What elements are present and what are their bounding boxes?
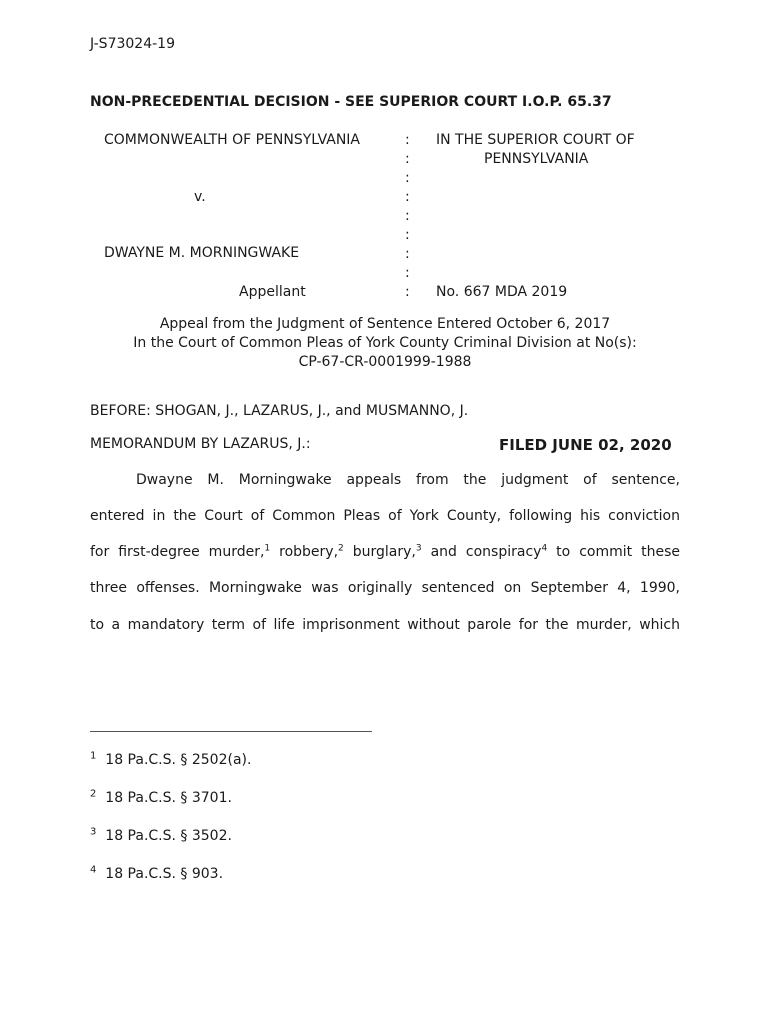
footnote-number: 4 bbox=[90, 864, 97, 876]
body-line-2: entered in the Court of Common Pleas of York County, following his conviction bbox=[90, 508, 680, 524]
body-text: robbery, bbox=[270, 544, 339, 560]
footnote-ref[interactable]: 1 bbox=[264, 543, 271, 554]
body-line-4: three offenses. Morningwake was originally sentenced on September 4, 1990, bbox=[90, 580, 680, 596]
caption-colon: : bbox=[405, 208, 410, 224]
caption-defendant: DWAYNE M. MORNINGWAKE bbox=[104, 245, 300, 261]
caption-colon: : bbox=[405, 189, 410, 205]
footnote-text: 18 Pa.C.S. § 2502(a). bbox=[105, 752, 252, 768]
footnote-text: 18 Pa.C.S. § 3701. bbox=[105, 790, 232, 806]
caption-colon: : bbox=[405, 227, 410, 243]
footnote-number: 1 bbox=[90, 750, 97, 762]
appeal-line-2: In the Court of Common Pleas of York County Criminal Division at No(s): bbox=[133, 335, 637, 351]
appeal-line-1: Appeal from the Judgment of Sentence Entered October 6, 2017 bbox=[159, 316, 611, 332]
caption-colon: : bbox=[405, 284, 410, 300]
caption-court-line1: IN THE SUPERIOR COURT OF bbox=[436, 132, 635, 148]
caption-colon: : bbox=[405, 132, 410, 148]
footnote-divider bbox=[90, 731, 372, 732]
body-text: to commit these bbox=[547, 544, 680, 560]
memorandum-author: MEMORANDUM BY LAZARUS, J.: bbox=[90, 436, 311, 452]
footnote-number: 3 bbox=[90, 826, 97, 838]
caption-versus: v. bbox=[194, 189, 206, 205]
body-line-3 bbox=[90, 544, 680, 560]
caption-colon: : bbox=[405, 170, 410, 186]
body-text: burglary, bbox=[343, 544, 416, 560]
non-precedential-banner: NON-PRECEDENTIAL DECISION - SEE SUPERIOR COURT I.O.P. 65.37 bbox=[90, 94, 612, 110]
appeal-line-3: CP-67-CR-0001999-1988 bbox=[298, 354, 472, 370]
footnote-1 bbox=[90, 752, 251, 768]
footnote-text: 18 Pa.C.S. § 903. bbox=[105, 866, 224, 882]
caption-colon: : bbox=[405, 265, 410, 281]
caption-case-number: No. 667 MDA 2019 bbox=[436, 284, 568, 300]
footnote-ref[interactable]: 3 bbox=[415, 543, 422, 554]
body-text: for first-degree murder, bbox=[90, 544, 265, 560]
caption-court-line2: PENNSYLVANIA bbox=[484, 151, 589, 167]
footnote-number: 2 bbox=[90, 788, 97, 800]
caption-colon: : bbox=[405, 151, 410, 167]
body-line-1: Dwayne M. Morningwake appeals from the judgment of sentence, bbox=[136, 472, 680, 488]
body-line-5: to a mandatory term of life imprisonment without parole for the murder, which bbox=[90, 617, 680, 633]
footnote-ref[interactable]: 2 bbox=[338, 543, 344, 554]
docket-number: J-S73024-19 bbox=[90, 36, 175, 52]
footnote-2 bbox=[90, 790, 232, 806]
caption-commonwealth: COMMONWEALTH OF PENNSYLVANIA bbox=[104, 132, 361, 148]
caption-colon: : bbox=[405, 246, 410, 262]
footnote-ref[interactable]: 4 bbox=[541, 543, 548, 554]
caption-appellant-role: Appellant bbox=[239, 284, 306, 300]
filed-date: FILED JUNE 02, 2020 bbox=[499, 436, 672, 454]
footnote-text: 18 Pa.C.S. § 3502. bbox=[105, 828, 232, 844]
panel-before: BEFORE: SHOGAN, J., LAZARUS, J., and MUSMANNO, J. bbox=[90, 403, 469, 419]
footnote-4 bbox=[90, 866, 223, 882]
body-text: and conspiracy bbox=[421, 544, 542, 560]
footnote-3 bbox=[90, 828, 232, 844]
